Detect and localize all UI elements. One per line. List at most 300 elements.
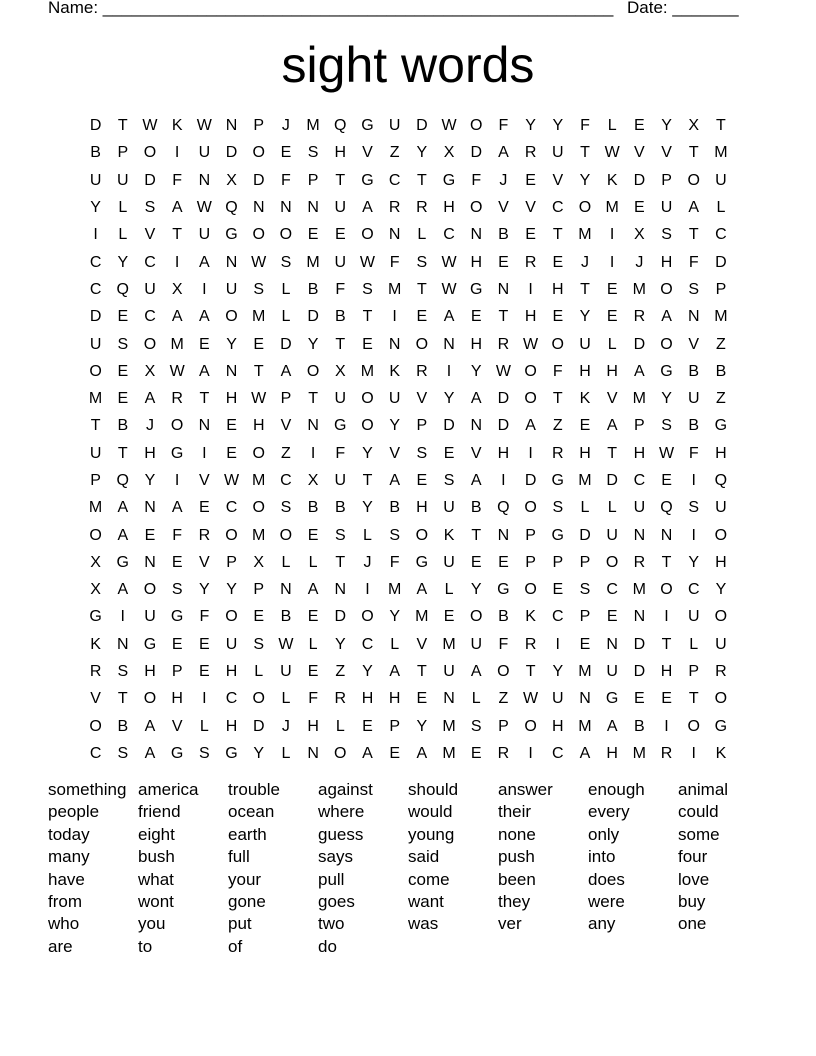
grid-letter: V bbox=[525, 199, 536, 217]
grid-letter: B bbox=[117, 417, 129, 435]
word-list-item: two bbox=[318, 914, 345, 934]
word-list-item: does bbox=[588, 869, 625, 889]
grid-letter: H bbox=[633, 444, 646, 462]
grid-letter: F bbox=[498, 635, 509, 653]
grid-letter: I bbox=[174, 472, 180, 489]
grid-letter: O bbox=[252, 226, 265, 244]
word-list-item: to bbox=[138, 936, 153, 956]
grid-letter: H bbox=[497, 444, 510, 462]
grid-letter: N bbox=[117, 635, 129, 653]
grid-letter: G bbox=[415, 553, 429, 571]
grid-letter: Y bbox=[199, 581, 210, 599]
grid-letter: E bbox=[525, 226, 536, 244]
word-list-item: what bbox=[138, 869, 174, 889]
grid-letter: X bbox=[688, 117, 700, 135]
grid-letter: D bbox=[470, 144, 482, 162]
grid-letter: Y bbox=[226, 581, 237, 599]
grid-letter: P bbox=[579, 608, 591, 626]
grid-letter: S bbox=[144, 199, 156, 217]
grid-letter: F bbox=[308, 690, 318, 708]
grid-letter: T bbox=[117, 444, 128, 462]
grid-letter: N bbox=[144, 553, 156, 571]
grid-letter: B bbox=[688, 417, 700, 435]
grid-letter: U bbox=[89, 444, 102, 462]
grid-letter: L bbox=[580, 499, 590, 517]
grid-letter: G bbox=[334, 417, 347, 435]
grid-letter: T bbox=[117, 117, 128, 135]
grid-letter: E bbox=[307, 226, 319, 244]
grid-letter: P bbox=[117, 144, 129, 162]
grid-letter: D bbox=[579, 526, 591, 544]
grid-letter: O bbox=[605, 553, 619, 571]
grid-letter: A bbox=[280, 362, 292, 380]
grid-letter: D bbox=[252, 171, 265, 189]
grid-letter: W bbox=[441, 253, 457, 271]
word-list-item: you bbox=[138, 914, 166, 934]
grid-letter: L bbox=[254, 663, 264, 681]
grid-letter: W bbox=[359, 253, 376, 271]
grid-letter: W bbox=[196, 117, 212, 135]
grid-letter: B bbox=[280, 608, 292, 626]
grid-letter: L bbox=[607, 117, 617, 135]
grid-letter: E bbox=[226, 417, 237, 435]
grid-letter: Y bbox=[144, 472, 156, 489]
grid-letter: U bbox=[280, 663, 292, 681]
grid-letter: T bbox=[580, 280, 590, 298]
word-list-item: something bbox=[48, 780, 127, 799]
grid-letter: U bbox=[144, 608, 156, 626]
grid-letter: I bbox=[691, 472, 696, 489]
grid-letter: E bbox=[416, 690, 428, 708]
page-title: sight words bbox=[281, 37, 535, 93]
word-list-item bbox=[408, 936, 498, 958]
grid-letter: R bbox=[552, 444, 564, 462]
grid-letter: C bbox=[388, 171, 401, 189]
grid-letter: M bbox=[442, 717, 456, 735]
grid-letter: W bbox=[441, 117, 457, 135]
grid-letter: E bbox=[606, 608, 618, 626]
grid-letter: G bbox=[89, 608, 102, 626]
grid-letter: Z bbox=[716, 390, 726, 408]
grid-letter: U bbox=[715, 171, 727, 189]
grid-letter: T bbox=[90, 417, 101, 435]
grid-letter: I bbox=[691, 526, 696, 544]
grid-letter: A bbox=[470, 390, 482, 408]
grid-letter: M bbox=[88, 499, 103, 517]
grid-letter: V bbox=[470, 444, 482, 462]
grid-letter: G bbox=[143, 635, 157, 653]
grid-letter: T bbox=[552, 226, 563, 244]
grid-letter: N bbox=[280, 199, 292, 217]
grid-letter: P bbox=[688, 663, 700, 681]
grid-letter: D bbox=[225, 144, 238, 162]
word-list-item: was bbox=[408, 914, 439, 934]
grid-letter: R bbox=[524, 144, 537, 162]
grid-letter: Y bbox=[117, 253, 129, 271]
grid-letter: E bbox=[307, 608, 319, 626]
grid-letter: W bbox=[223, 472, 240, 489]
grid-letter: E bbox=[470, 744, 482, 762]
grid-row bbox=[82, 631, 742, 658]
grid-letter: S bbox=[362, 280, 373, 298]
grid-letter: K bbox=[90, 635, 101, 653]
grid-letter: K bbox=[389, 362, 400, 380]
grid-letter: E bbox=[606, 280, 618, 298]
grid-letter: U bbox=[334, 390, 347, 408]
grid-letter: I bbox=[691, 744, 696, 762]
grid-letter: C bbox=[687, 581, 700, 599]
grid-letter: R bbox=[497, 744, 510, 762]
grid-letter: A bbox=[144, 744, 156, 762]
word-list-item: were bbox=[588, 891, 625, 911]
grid-letter: G bbox=[605, 690, 619, 708]
grid-row bbox=[82, 167, 742, 194]
word-list bbox=[48, 779, 808, 958]
grid-letter: H bbox=[606, 744, 618, 762]
grid-letter: M bbox=[578, 226, 592, 244]
grid-letter: L bbox=[607, 499, 617, 517]
grid-letter: X bbox=[334, 362, 346, 380]
grid-letter: V bbox=[661, 144, 672, 162]
word-search-grid bbox=[82, 112, 742, 767]
grid-letter: Z bbox=[716, 335, 726, 353]
grid-letter: B bbox=[334, 499, 346, 517]
grid-letter: D bbox=[252, 717, 265, 735]
grid-letter: T bbox=[498, 308, 509, 326]
grid-letter: E bbox=[443, 608, 455, 626]
grid-letter: H bbox=[171, 690, 183, 708]
grid-letter: E bbox=[552, 308, 564, 326]
grid-letter: W bbox=[142, 117, 158, 135]
grid-letter: K bbox=[171, 117, 183, 135]
grid-letter: Q bbox=[225, 199, 238, 217]
grid-letter: T bbox=[117, 690, 128, 708]
word-list-item: none bbox=[498, 824, 536, 844]
grid-letter: G bbox=[225, 226, 238, 244]
grid-letter: Y bbox=[416, 144, 428, 162]
grid-letter: U bbox=[687, 608, 700, 626]
grid-letter: L bbox=[118, 226, 128, 244]
word-list-item: friend bbox=[138, 802, 181, 822]
word-list-item: any bbox=[588, 914, 616, 934]
grid-letter: L bbox=[281, 553, 291, 571]
grid-letter: A bbox=[661, 308, 672, 326]
grid-letter: W bbox=[604, 144, 620, 162]
grid-letter: F bbox=[172, 526, 183, 544]
grid-letter: O bbox=[252, 444, 265, 462]
word-list-item: america bbox=[138, 780, 199, 799]
grid-letter: U bbox=[443, 499, 455, 517]
grid-letter: P bbox=[389, 717, 400, 735]
grid-letter: A bbox=[688, 199, 700, 217]
grid-letter: B bbox=[307, 280, 319, 298]
word-list-item: some bbox=[678, 824, 720, 844]
grid-letter: C bbox=[606, 581, 618, 599]
grid-letter: T bbox=[688, 690, 699, 708]
grid-letter: F bbox=[580, 117, 590, 135]
grid-letter: O bbox=[143, 335, 157, 353]
grid-letter: D bbox=[89, 117, 102, 135]
grid-letter: U bbox=[715, 635, 727, 653]
grid-letter: T bbox=[416, 663, 427, 681]
grid-letter: T bbox=[199, 390, 210, 408]
grid-letter: R bbox=[715, 663, 727, 681]
grid-letter: Z bbox=[335, 663, 346, 681]
grid-letter: Y bbox=[661, 117, 672, 135]
grid-letter: E bbox=[253, 608, 265, 626]
grid-letter: C bbox=[144, 308, 156, 326]
word-list-item: are bbox=[48, 936, 73, 956]
grid-letter: R bbox=[660, 744, 673, 762]
grid-letter: T bbox=[552, 390, 563, 408]
grid-letter: N bbox=[307, 199, 319, 217]
grid-letter: O bbox=[714, 608, 728, 626]
grid-letter: S bbox=[661, 417, 672, 435]
grid-letter: O bbox=[89, 362, 102, 380]
grid-letter: H bbox=[470, 253, 482, 271]
grid-letter: O bbox=[334, 744, 347, 762]
grid-letter: X bbox=[443, 144, 455, 162]
grid-letter: S bbox=[117, 335, 129, 353]
grid-letter: Q bbox=[497, 499, 510, 517]
grid-letter: G bbox=[170, 744, 184, 762]
grid-letter: Y bbox=[470, 581, 482, 599]
grid-letter: I bbox=[555, 635, 560, 653]
grid-row bbox=[82, 494, 742, 521]
word-list-item: goes bbox=[318, 891, 355, 911]
grid-letter: H bbox=[225, 390, 238, 408]
date-field-label: Date: _______ bbox=[627, 0, 739, 17]
grid-letter: U bbox=[198, 226, 211, 244]
grid-letter: C bbox=[552, 608, 564, 626]
grid-letter: A bbox=[470, 472, 482, 489]
word-list-item: today bbox=[48, 824, 90, 844]
grid-letter: E bbox=[634, 199, 645, 217]
grid-letter: O bbox=[524, 390, 537, 408]
word-list-item: animal bbox=[678, 780, 729, 799]
grid-letter: N bbox=[144, 499, 156, 517]
grid-letter: M bbox=[714, 144, 728, 162]
grid-letter: U bbox=[225, 280, 238, 298]
grid-letter: Y bbox=[389, 417, 400, 435]
grid-letter: D bbox=[280, 335, 292, 353]
grid-letter: E bbox=[199, 499, 210, 517]
grid-letter: F bbox=[498, 117, 509, 135]
grid-letter: E bbox=[579, 417, 591, 435]
grid-letter: A bbox=[307, 581, 319, 599]
grid-letter: I bbox=[664, 608, 669, 626]
word-list-item: put bbox=[228, 914, 252, 934]
grid-letter: I bbox=[609, 253, 615, 271]
grid-letter: A bbox=[199, 308, 210, 326]
word-list-item: should bbox=[408, 780, 459, 799]
grid-letter: C bbox=[715, 226, 727, 244]
grid-letter: E bbox=[552, 581, 564, 599]
grid-letter: N bbox=[225, 253, 238, 271]
grid-letter: A bbox=[171, 308, 183, 326]
grid-letter: U bbox=[660, 199, 673, 217]
grid-row bbox=[82, 221, 742, 248]
grid-letter: X bbox=[307, 472, 319, 489]
grid-letter: Y bbox=[552, 117, 564, 135]
word-list-item: bush bbox=[138, 847, 175, 867]
grid-letter: D bbox=[89, 308, 102, 326]
grid-letter: O bbox=[469, 117, 483, 135]
grid-letter: U bbox=[225, 635, 238, 653]
grid-letter: X bbox=[226, 171, 237, 189]
grid-letter: Y bbox=[362, 663, 373, 681]
grid-letter: N bbox=[633, 608, 646, 626]
grid-letter: B bbox=[389, 499, 400, 517]
grid-letter: H bbox=[361, 690, 374, 708]
grid-letter: N bbox=[225, 117, 238, 135]
grid-letter: O bbox=[524, 499, 537, 517]
grid-letter: A bbox=[171, 199, 183, 217]
grid-letter: P bbox=[525, 553, 536, 571]
grid-letter: N bbox=[225, 362, 238, 380]
word-list-item: ocean bbox=[228, 802, 275, 822]
grid-letter: O bbox=[225, 526, 238, 544]
grid-letter: E bbox=[144, 526, 156, 544]
grid-letter: C bbox=[552, 744, 564, 762]
grid-row bbox=[82, 330, 742, 357]
grid-letter: Y bbox=[715, 581, 727, 599]
word-list-item: push bbox=[498, 847, 535, 867]
grid-letter: I bbox=[528, 744, 533, 762]
grid-letter: O bbox=[415, 335, 429, 353]
grid-letter: E bbox=[362, 335, 373, 353]
grid-letter: F bbox=[172, 171, 183, 189]
grid-letter: T bbox=[471, 526, 482, 544]
grid-letter: W bbox=[169, 362, 185, 380]
grid-letter: L bbox=[308, 635, 318, 653]
grid-letter: C bbox=[443, 226, 455, 244]
grid-letter: B bbox=[307, 499, 319, 517]
grid-letter: N bbox=[252, 199, 265, 217]
grid-letter: N bbox=[280, 581, 292, 599]
grid-letter: W bbox=[523, 335, 539, 353]
grid-letter: B bbox=[334, 308, 346, 326]
grid-letter: W bbox=[278, 635, 294, 653]
grid-letter: L bbox=[689, 635, 699, 653]
grid-letter: D bbox=[633, 171, 646, 189]
grid-letter: A bbox=[199, 253, 210, 271]
grid-letter: V bbox=[606, 390, 618, 408]
word-list-item: earth bbox=[228, 824, 267, 844]
grid-letter: X bbox=[144, 362, 156, 380]
grid-letter: Z bbox=[281, 444, 291, 462]
grid-row bbox=[82, 521, 742, 548]
grid-letter: P bbox=[498, 717, 509, 735]
grid-letter: E bbox=[416, 472, 428, 489]
grid-letter: Y bbox=[470, 362, 482, 380]
grid-letter: Y bbox=[362, 499, 373, 517]
word-list-item: buy bbox=[678, 891, 706, 911]
grid-letter: E bbox=[416, 308, 428, 326]
grid-letter: M bbox=[632, 744, 646, 762]
grid-letter: D bbox=[497, 390, 510, 408]
word-list-item: into bbox=[588, 847, 616, 867]
grid-letter: N bbox=[388, 226, 401, 244]
grid-letter: R bbox=[416, 362, 428, 380]
grid-letter: P bbox=[280, 390, 292, 408]
grid-letter: M bbox=[170, 335, 184, 353]
grid-letter: R bbox=[334, 690, 347, 708]
grid-letter: E bbox=[362, 717, 373, 735]
grid-letter: T bbox=[525, 663, 536, 681]
grid-letter: N bbox=[633, 526, 646, 544]
grid-letter: F bbox=[471, 171, 482, 189]
grid-letter: O bbox=[361, 417, 374, 435]
grid-letter: G bbox=[361, 171, 374, 189]
grid-letter: E bbox=[552, 253, 564, 271]
grid-letter: U bbox=[89, 171, 102, 189]
grid-letter: J bbox=[580, 253, 589, 271]
grid-letter: T bbox=[716, 117, 726, 135]
grid-letter: O bbox=[469, 608, 483, 626]
grid-letter: R bbox=[633, 308, 646, 326]
grid-letter: F bbox=[335, 444, 346, 462]
grid-letter: S bbox=[280, 499, 292, 517]
grid-letter: T bbox=[416, 171, 427, 189]
grid-letter: L bbox=[281, 744, 291, 762]
grid-letter: D bbox=[144, 171, 156, 189]
grid-letter: H bbox=[606, 362, 618, 380]
grid-letter: T bbox=[362, 308, 373, 326]
grid-letter: G bbox=[660, 362, 673, 380]
grid-letter: K bbox=[525, 608, 536, 626]
grid-letter: R bbox=[388, 199, 401, 217]
grid-letter: N bbox=[660, 526, 673, 544]
grid-letter: C bbox=[633, 472, 646, 489]
grid-letter: Y bbox=[579, 308, 591, 326]
grid-letter: A bbox=[389, 472, 400, 489]
grid-letter: V bbox=[362, 144, 373, 162]
grid-letter: H bbox=[552, 280, 564, 298]
grid-letter: U bbox=[388, 390, 401, 408]
grid-letter: I bbox=[501, 472, 506, 489]
grid-letter: Y bbox=[253, 744, 265, 762]
grid-letter: R bbox=[524, 253, 537, 271]
word-list-item: eight bbox=[138, 824, 175, 844]
grid-letter: S bbox=[117, 744, 129, 762]
grid-letter: C bbox=[225, 690, 238, 708]
grid-letter: U bbox=[552, 690, 564, 708]
grid-letter: Q bbox=[334, 117, 347, 135]
grid-letter: U bbox=[633, 499, 646, 517]
grid-letter: W bbox=[523, 690, 539, 708]
grid-letter: C bbox=[89, 280, 102, 298]
grid-letter: M bbox=[442, 635, 456, 653]
grid-letter: E bbox=[389, 744, 400, 762]
name-field-label: Name: ______________________________________________________ bbox=[48, 0, 614, 17]
grid-letter: I bbox=[120, 608, 125, 626]
grid-letter: H bbox=[579, 362, 591, 380]
grid-letter: L bbox=[417, 226, 427, 244]
grid-row bbox=[82, 303, 742, 330]
grid-letter: C bbox=[225, 499, 238, 517]
grid-letter: M bbox=[306, 253, 320, 271]
grid-letter: Y bbox=[389, 608, 400, 626]
grid-letter: I bbox=[93, 226, 98, 244]
grid-letter: E bbox=[470, 308, 482, 326]
grid-letter: H bbox=[660, 663, 673, 681]
grid-letter: G bbox=[714, 717, 728, 735]
grid-letter: S bbox=[334, 526, 346, 544]
grid-letter: P bbox=[307, 171, 319, 189]
word-list-item: gone bbox=[228, 891, 266, 911]
grid-letter: G bbox=[497, 581, 510, 599]
